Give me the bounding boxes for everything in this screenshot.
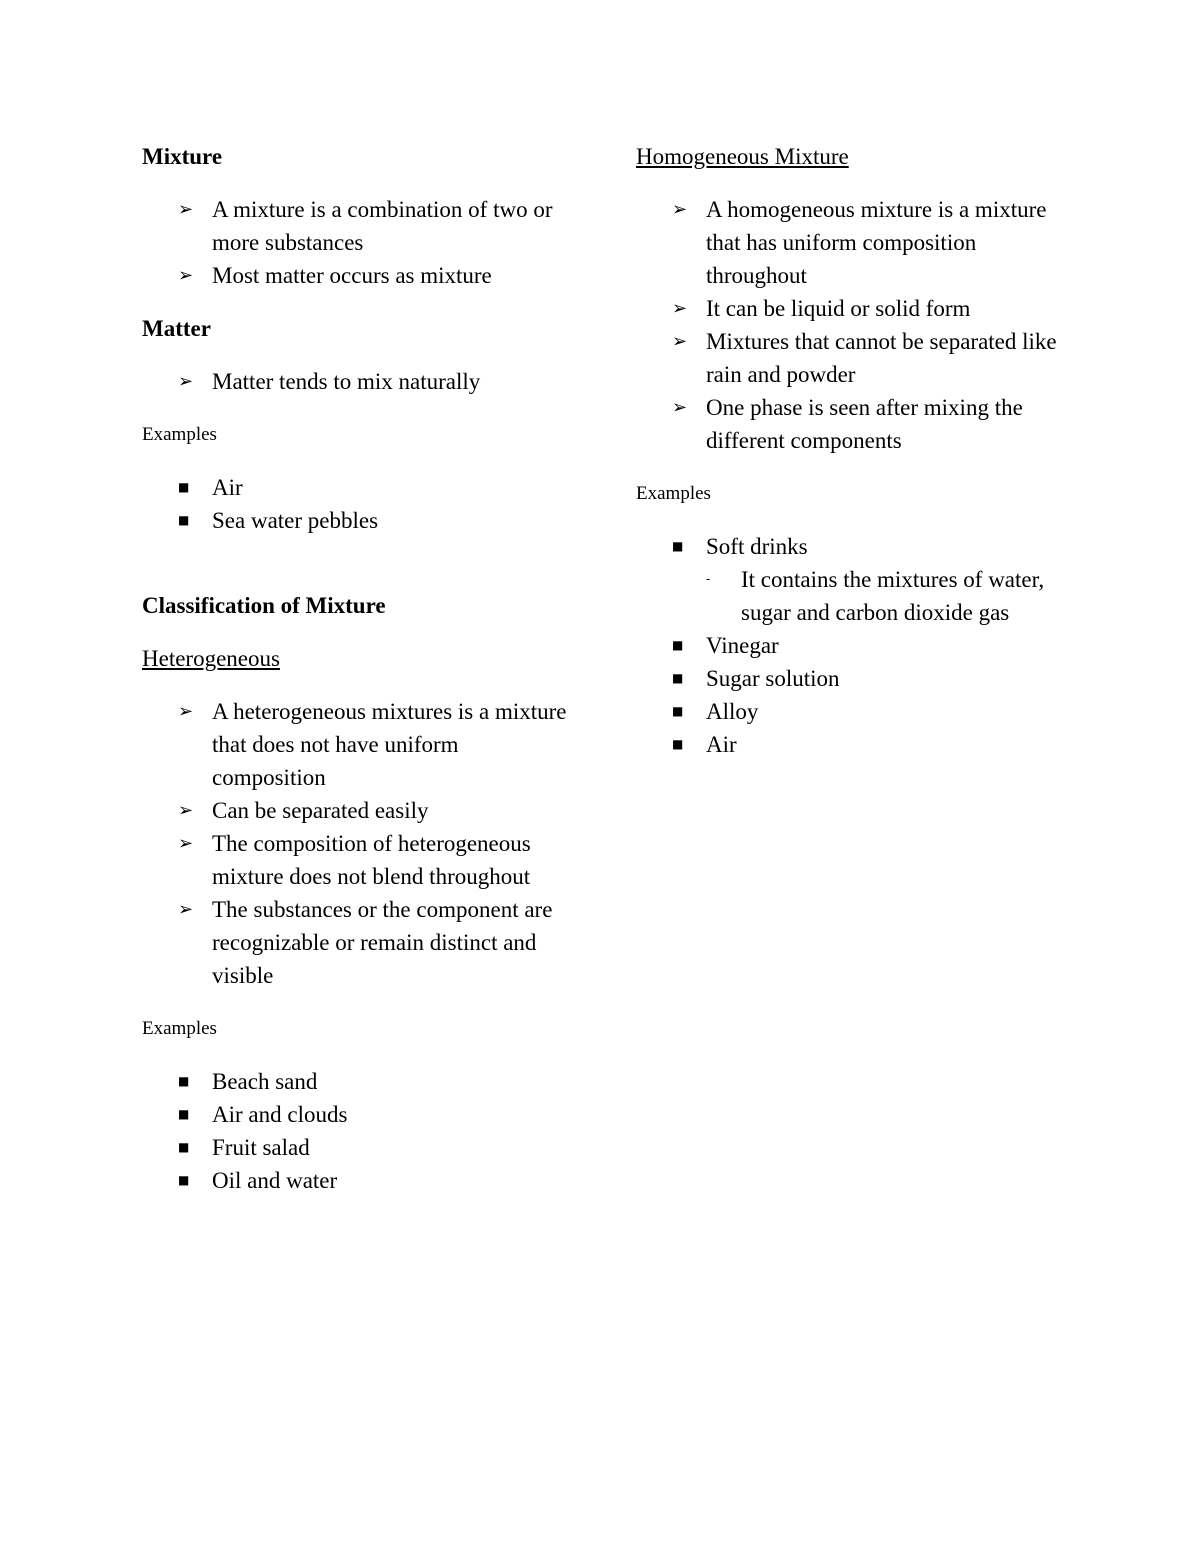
sub-list [706,563,1066,629]
right-column [636,140,1066,761]
homogeneous-list [636,193,1066,457]
list-item: ■ Air [636,728,1066,761]
list-item: ■ Vinegar [636,629,1066,662]
list-item: ➢ A mixture is a combination of two or more substances [142,193,572,259]
examples-list [636,530,1066,761]
square-bullet-icon: ■ [672,638,684,652]
list-item: ➢ Most matter occurs as mixture [142,259,572,292]
list-item: ➢ It can be liquid or solid form [636,292,1066,325]
arrow-bullet-icon: ➢ [178,833,194,854]
square-bullet-icon: ■ [672,539,684,553]
matter-list [142,365,572,398]
square-bullet-icon: ■ [178,513,190,527]
sub-list-item: - It contains the mixtures of water, sugar and carbon dioxide gas [706,563,1066,629]
classification-heading: Classification of Mixture [142,593,386,618]
list-item: ➢ Can be separated easily [142,794,572,827]
arrow-bullet-icon: ➢ [672,199,688,220]
square-bullet-icon: ■ [672,671,684,685]
arrow-bullet-icon: ➢ [178,800,194,821]
examples-list [142,471,572,537]
mixture-list [142,193,572,292]
arrow-bullet-icon: ➢ [178,265,194,286]
arrow-bullet-icon: ➢ [178,701,194,722]
list-item: ➢ One phase is seen after mixing the different components [636,391,1066,457]
arrow-bullet-icon: ➢ [672,397,688,418]
homogeneous-heading: Homogeneous Mixture [636,144,849,169]
list-item: ■ Sea water pebbles [142,504,572,537]
heterogeneous-list [142,695,572,992]
matter-heading: Matter [142,316,211,341]
list-item: ➢ Matter tends to mix naturally [142,365,572,398]
list-item: ■ Sugar solution [636,662,1066,695]
list-item: ■ Air [142,471,572,504]
left-column [142,140,572,1197]
list-item: ■ Air and clouds [142,1098,572,1131]
mixture-heading: Mixture [142,144,223,169]
list-item: ➢ A homogeneous mixture is a mixture that has uniform composition throughout [636,193,1066,292]
examples-label: Examples [142,424,217,445]
arrow-bullet-icon: ➢ [178,899,194,920]
list-item: ■ Fruit salad [142,1131,572,1164]
arrow-bullet-icon: ➢ [672,298,688,319]
square-bullet-icon: ■ [178,1074,190,1088]
list-item: ■ Alloy [636,695,1066,728]
examples-label: Examples [636,483,711,504]
list-item: ➢ The substances or the component are recognizable or remain distinct and visible [142,893,572,992]
soft-drinks-label: Soft drinks [706,534,808,559]
list-item: ■ Oil and water [142,1164,572,1197]
heterogeneous-heading: Heterogeneous [142,646,280,671]
list-item: ➢ A heterogeneous mixtures is a mixture that does not have uniform composition [142,695,572,794]
square-bullet-icon: ■ [178,480,190,494]
list-item: ➢ Mixtures that cannot be separated like rain and powder [636,325,1066,391]
square-bullet-icon: ■ [178,1173,190,1187]
list-item: ■ Beach sand [142,1065,572,1098]
square-bullet-icon: ■ [178,1140,190,1154]
square-bullet-icon: ■ [178,1107,190,1121]
examples-label: Examples [142,1018,217,1039]
list-item [636,530,1066,629]
square-bullet-icon: ■ [672,704,684,718]
dash-bullet-icon: - [706,572,711,586]
examples-list [142,1065,572,1197]
arrow-bullet-icon: ➢ [178,199,194,220]
arrow-bullet-icon: ➢ [178,371,194,392]
square-bullet-icon: ■ [672,737,684,751]
list-item: ➢ The composition of heterogeneous mixture does not blend throughout [142,827,572,893]
arrow-bullet-icon: ➢ [672,331,688,352]
